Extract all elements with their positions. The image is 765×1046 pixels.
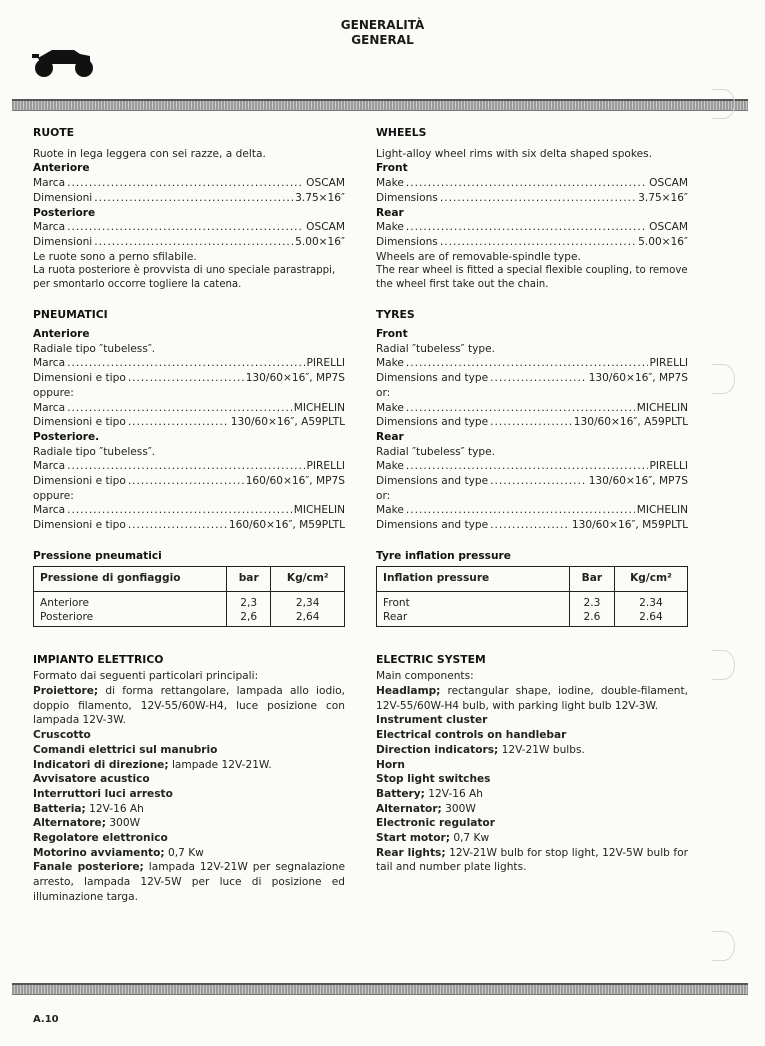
pressure-table bbox=[376, 566, 688, 627]
table-row: Anteriore 2,3 2,34 bbox=[34, 591, 345, 610]
spec-row: Dimensions ..... 3.75×16″ bbox=[376, 191, 688, 206]
punch-hole-mark bbox=[712, 89, 735, 119]
left-column bbox=[33, 126, 345, 905]
header-rule bbox=[12, 99, 748, 111]
table-row: Rear 2.6 2.64 bbox=[377, 610, 688, 627]
spec-row: Dimensioni e tipo ..... 160/60×16″, MP7S bbox=[33, 474, 345, 489]
front-label: Anteriore bbox=[33, 328, 90, 341]
section-title-wheels: WHEELS bbox=[376, 126, 427, 139]
spec-row: Marca ..... PIRELLI bbox=[33, 459, 345, 474]
spec-row: Marca ..... MICHELIN bbox=[33, 401, 345, 416]
spec-row: Make ..... OSCAM bbox=[376, 176, 688, 191]
electric-list bbox=[33, 684, 345, 905]
list-item: Indicatori di direzione; lampade 12V-21W. bbox=[33, 758, 272, 771]
spec-row: Make ..... MICHELIN bbox=[376, 401, 688, 416]
right-column bbox=[376, 126, 688, 875]
page-number: A.10 bbox=[33, 1014, 59, 1025]
title-english: GENERAL bbox=[351, 33, 414, 47]
spec-row: Dimensions and type ..... 130/60×16″, A59PLTL bbox=[376, 415, 688, 430]
page-title bbox=[0, 18, 765, 48]
section-title-tyres: TYRES bbox=[376, 308, 415, 322]
pressure-title: Tyre inflation pressure bbox=[376, 549, 511, 562]
or-label: oppure: bbox=[33, 489, 74, 502]
title-italian: GENERALITÀ bbox=[340, 18, 425, 32]
punch-hole-mark bbox=[712, 650, 735, 680]
table-header: Kg/cm² bbox=[271, 566, 345, 591]
wheels-intro: Light-alloy wheel rims with six delta shaped spokes. bbox=[376, 147, 653, 160]
pressure-title: Pressione pneumatici bbox=[33, 549, 162, 562]
list-item: Proiettore; di forma rettangolare, lampada allo iodio, doppio filamento, 12V-55/60W-H4, luce posizione con lampada 12V-3W. bbox=[33, 684, 345, 727]
list-item: Electrical controls on handlebar bbox=[376, 729, 567, 742]
list-item: Alternator; 300W bbox=[376, 802, 476, 815]
list-item: Fanale posteriore; lampada 12V-21W per segnalazione arresto, lampada 12V-5W per luce di posizione ed illuminazione targa. bbox=[33, 861, 346, 903]
front-label: Front bbox=[376, 328, 408, 341]
wheels-note: Le ruote sono a perno sfilabile. bbox=[33, 250, 197, 263]
table-header: Pressione di gonfiaggio bbox=[34, 566, 227, 591]
rear-label: Rear bbox=[376, 206, 404, 219]
section-title-pneumatici: PNEUMATICI bbox=[33, 308, 108, 322]
or-label: or: bbox=[376, 386, 391, 399]
spec-row: Dimensioni e tipo ..... 130/60×16″, A59PLTL bbox=[33, 415, 345, 430]
motorcycle-icon bbox=[30, 44, 98, 81]
spec-row: Dimensioni ..... 3.75×16″ bbox=[33, 191, 345, 206]
or-label: or: bbox=[376, 489, 391, 502]
wheels-note: La ruota posteriore è provvista di uno speciale parastrappi, per smontarlo occorre togliere la catena. bbox=[33, 265, 336, 291]
list-item: Rear lights; 12V-21W bulb for stop light, 12V-5W bulb for tail and number plate lights. bbox=[376, 846, 688, 874]
spec-row: Make ..... OSCAM bbox=[376, 220, 688, 235]
electric-intro: Main components: bbox=[376, 670, 474, 683]
table-header: Bar bbox=[570, 566, 615, 591]
section-title-electric: ELECTRIC SYSTEM bbox=[376, 652, 486, 666]
list-item: Avvisatore acustico bbox=[33, 773, 150, 786]
wheels-intro: Ruote in lega leggera con sei razze, a delta. bbox=[33, 147, 266, 160]
spec-row: Dimensioni e tipo ..... 160/60×16″, M59PLTL bbox=[33, 518, 345, 533]
section-title-ruote: RUOTE bbox=[33, 126, 74, 139]
list-item: Regolatore elettronico bbox=[33, 832, 168, 845]
rear-label: Posteriore. bbox=[33, 430, 100, 443]
front-label: Front bbox=[376, 162, 408, 175]
list-item: Start motor; 0,7 Kw bbox=[376, 832, 490, 845]
list-item: Horn bbox=[376, 758, 405, 771]
list-item: Battery; 12V-16 Ah bbox=[376, 787, 484, 800]
list-item: Electronic regulator bbox=[376, 817, 495, 830]
list-item: Motorino avviamento; 0,7 Kw bbox=[33, 846, 204, 859]
rear-label: Rear bbox=[376, 430, 404, 443]
spec-row: Make ..... PIRELLI bbox=[376, 356, 688, 371]
list-item: Stop light switches bbox=[376, 773, 491, 786]
wheels-note: The rear wheel is fitted a special flexible coupling, to remove the wheel first take out the chain. bbox=[376, 265, 688, 291]
front-label: Anteriore bbox=[33, 162, 90, 175]
rear-label: Posteriore bbox=[33, 206, 96, 219]
spec-row: Marca ..... PIRELLI bbox=[33, 356, 345, 371]
punch-hole-mark bbox=[712, 931, 735, 961]
spec-row: Dimensions and type ..... 130/60×16″, MP7S bbox=[376, 371, 688, 386]
table-row: Front 2.3 2.34 bbox=[377, 591, 688, 610]
list-item: Batteria; 12V-16 Ah bbox=[33, 802, 144, 815]
section-title-impianto: IMPIANTO ELETTRICO bbox=[33, 652, 164, 666]
spec-row: Make ..... PIRELLI bbox=[376, 459, 688, 474]
tyre-type: Radiale tipo ″tubeless″. bbox=[33, 342, 156, 355]
electric-intro: Formato dai seguenti particolari principali: bbox=[33, 670, 259, 683]
table-row: Posteriore 2,6 2,64 bbox=[34, 610, 345, 627]
table-header: bar bbox=[227, 566, 271, 591]
punch-hole-mark bbox=[712, 364, 735, 394]
spec-row: Make ..... MICHELIN bbox=[376, 503, 688, 518]
spec-row: Dimensioni ..... 5.00×16″ bbox=[33, 235, 345, 250]
list-item: Alternatore; 300W bbox=[33, 817, 141, 830]
table-header: Inflation pressure bbox=[377, 566, 570, 591]
tyre-type: Radial ″tubeless″ type. bbox=[376, 445, 496, 458]
list-item: Comandi elettrici sul manubrio bbox=[33, 743, 218, 756]
or-label: oppure: bbox=[33, 386, 74, 399]
spec-row: Dimensioni e tipo ..... 130/60×16″, MP7S bbox=[33, 371, 345, 386]
spec-row: Dimensions and type ..... 130/60×16″, MP7S bbox=[376, 474, 688, 489]
table-header: Kg/cm² bbox=[614, 566, 687, 591]
spec-row: Marca ..... OSCAM bbox=[33, 176, 345, 191]
list-item: Direction indicators; 12V-21W bulbs. bbox=[376, 743, 585, 756]
list-item: Cruscotto bbox=[33, 729, 91, 742]
spec-row: Dimensions ..... 5.00×16″ bbox=[376, 235, 688, 250]
list-item: Instrument cluster bbox=[376, 714, 488, 727]
spec-row: Marca ..... OSCAM bbox=[33, 220, 345, 235]
spec-row: Marca ..... MICHELIN bbox=[33, 503, 345, 518]
spec-row: Dimensions and type ..... 130/60×16″, M59PLTL bbox=[376, 518, 688, 533]
tyre-type: Radial ″tubeless″ type. bbox=[376, 342, 496, 355]
footer-rule bbox=[12, 983, 748, 995]
tyre-type: Radiale tipo ″tubeless″. bbox=[33, 445, 156, 458]
list-item: Headlamp; rectangular shape, iodine, double-filament, 12V-55/60W-H4 bulb, with parking light bulb 12V-3W. bbox=[376, 684, 688, 712]
pressure-table bbox=[33, 566, 345, 627]
wheels-note: Wheels are of removable-spindle type. bbox=[376, 250, 581, 263]
electric-list bbox=[376, 684, 688, 875]
list-item: Interruttori luci arresto bbox=[33, 787, 173, 800]
